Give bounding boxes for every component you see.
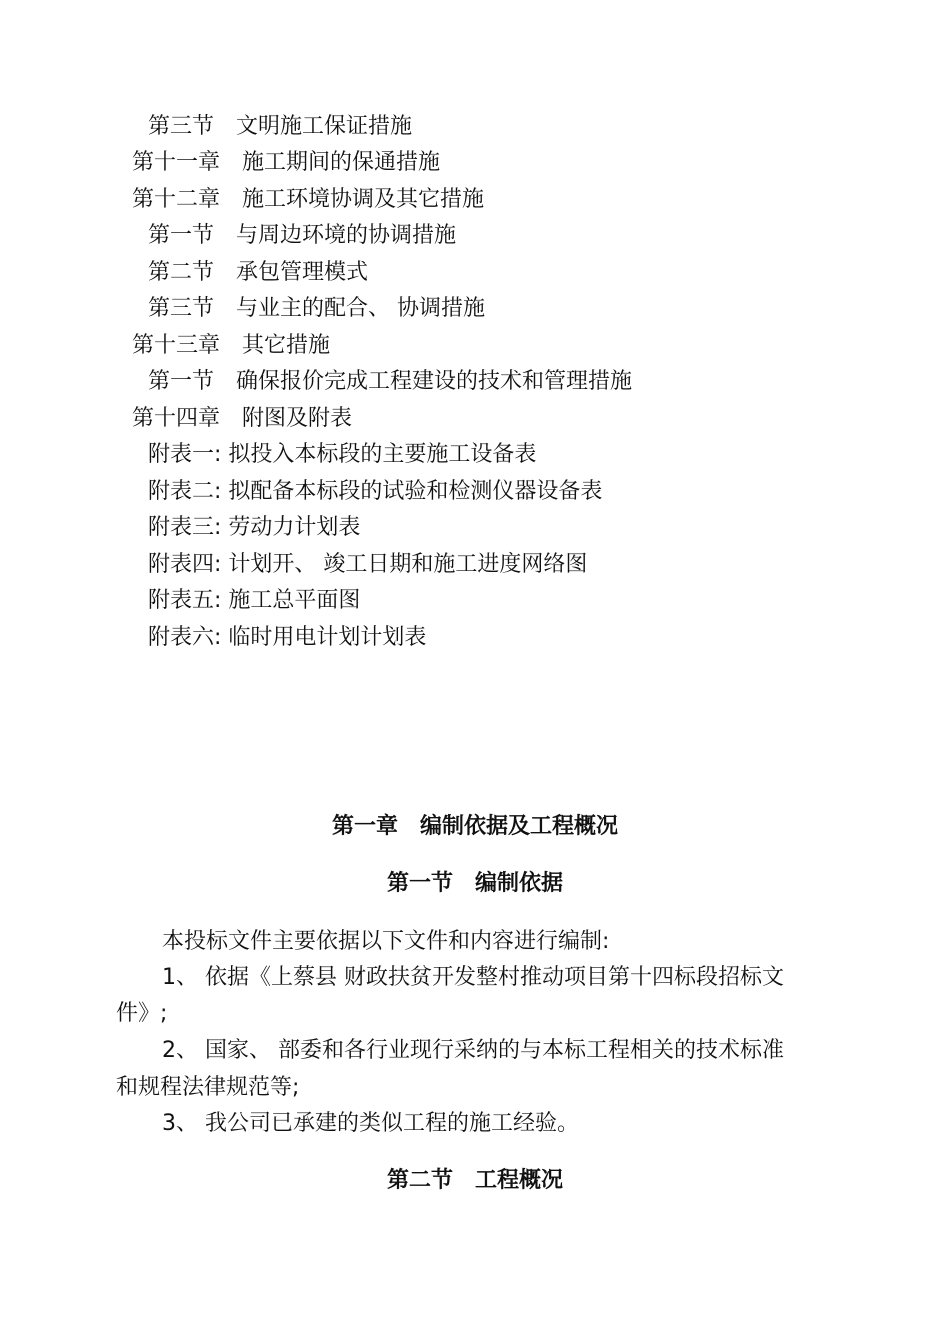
toc-chapter-12: 第十二章 施工环境协调及其它措施 xyxy=(132,187,485,212)
toc-appendix-5: 附表五: 施工总平面图 xyxy=(148,588,361,613)
toc-section-1-price-assurance: 第一节 确保报价完成工程建设的技术和管理措施 xyxy=(148,369,633,394)
toc-chapter-13: 第十三章 其它措施 xyxy=(132,333,331,358)
chapter-title: 第一章 编制依据及工程概况 xyxy=(331,814,618,839)
list-item-2: 2、 国家、 部委和各行业现行采纳的与本标工程相关的技术标准 xyxy=(162,1038,784,1063)
toc-appendix-3: 附表三: 劳动力计划表 xyxy=(148,515,361,540)
toc-appendix-6: 附表六: 临时用电计划计划表 xyxy=(148,625,427,650)
list-item-3: 3、 我公司已承建的类似工程的施工经验。 xyxy=(162,1111,579,1136)
toc-chapter-14: 第十四章 附图及附表 xyxy=(132,406,353,431)
toc-appendix-2: 附表二: 拟配备本标段的试验和检测仪器设备表 xyxy=(148,479,603,504)
section-2-title: 第二节 工程概况 xyxy=(386,1168,563,1193)
intro-paragraph: 本投标文件主要依据以下文件和内容进行编制: xyxy=(162,929,610,954)
list-item-1-continued: 件》; xyxy=(116,1001,168,1026)
toc-section-1-environment: 第一节 与周边环境的协调措施 xyxy=(148,223,457,248)
toc-chapter-11: 第十一章 施工期间的保通措施 xyxy=(132,150,441,175)
list-item-2-continued: 和规程法律规范等; xyxy=(116,1075,300,1100)
section-1-title: 第一节 编制依据 xyxy=(386,871,563,896)
toc-section-2-contract-mode: 第二节 承包管理模式 xyxy=(148,260,369,285)
toc-appendix-1: 附表一: 拟投入本标段的主要施工设备表 xyxy=(148,442,537,467)
toc-section-3-civilized-construction: 第三节 文明施工保证措施 xyxy=(148,114,413,139)
toc-section-3-owner-coordination: 第三节 与业主的配合、 协调措施 xyxy=(148,296,485,321)
toc-appendix-4: 附表四: 计划开、 竣工日期和施工进度网络图 xyxy=(148,552,588,577)
list-item-1: 1、 依据《上蔡县 财政扶贫开发整村推动项目第十四标段招标文 xyxy=(162,965,784,990)
